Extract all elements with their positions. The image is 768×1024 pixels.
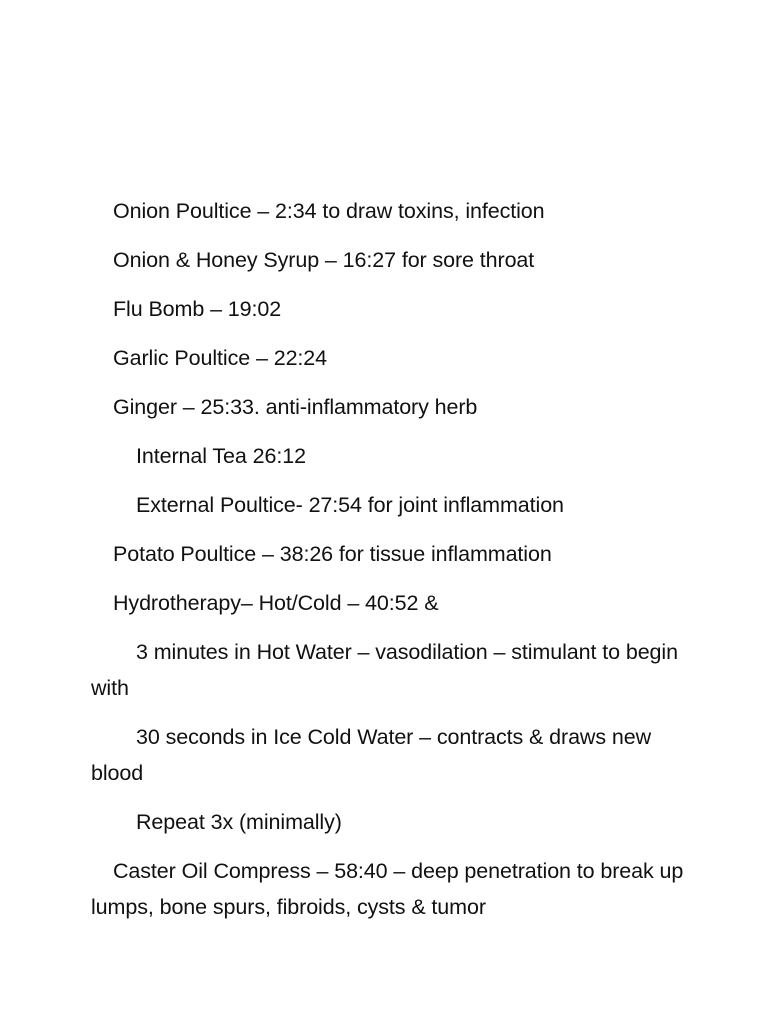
line-onion-honey-syrup: Onion & Honey Syrup – 16:27 for sore throat [113,248,535,272]
line-repeat: Repeat 3x (minimally) [136,810,342,834]
line-potato-poultice: Potato Poultice – 38:26 for tissue inflammation [113,542,552,566]
line-ginger: Ginger – 25:33. anti-inflammatory herb [113,395,478,419]
line-hydrotherapy: Hydrotherapy– Hot/Cold – 40:52 & [113,591,439,615]
line-onion-poultice: Onion Poultice – 2:34 to draw toxins, infection [113,199,545,223]
line-hot-water: 3 minutes in Hot Water – vasodilation – stimulant to begin with [91,640,678,700]
line-garlic-poultice: Garlic Poultice – 22:24 [113,346,328,370]
line-external-poultice: External Poultice- 27:54 for joint inflammation [136,493,564,517]
line-flu-bomb: Flu Bomb – 19:02 [113,297,282,321]
document-body [91,193,691,938]
line-caster-oil-compress: Caster Oil Compress – 58:40 – deep penetration to break up lumps, bone spurs, fibroids, cysts & tumor [91,859,684,919]
line-internal-tea: Internal Tea 26:12 [136,444,306,468]
line-ice-cold-water: 30 seconds in Ice Cold Water – contracts & draws new blood [91,725,652,785]
